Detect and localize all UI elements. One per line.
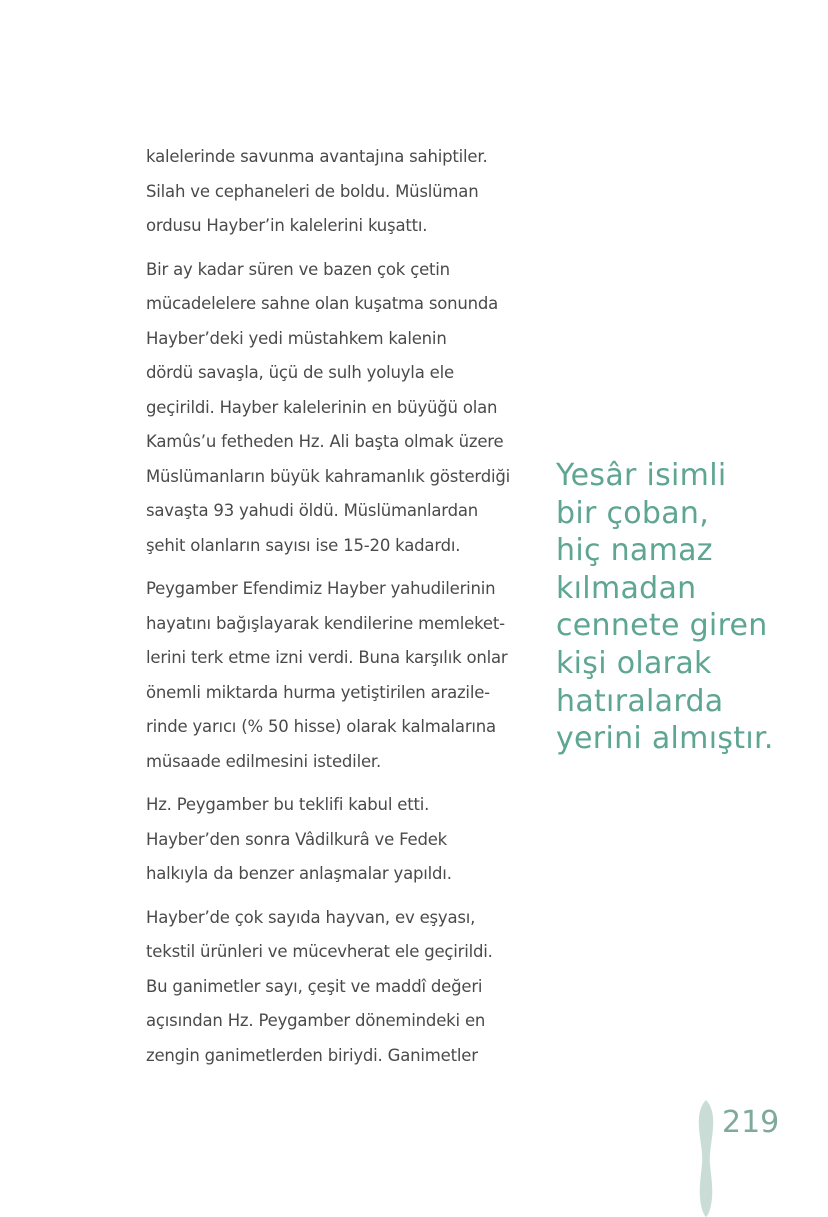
- text-line: Hayber’deki yedi müstahkem kalenin: [146, 328, 447, 348]
- text-line: Müslümanların büyük kahramanlık gösterdiği: [146, 466, 511, 486]
- text-line: Hayber’de çok sayıda hayvan, ev eşyası,: [146, 907, 476, 927]
- decorative-divider-icon: [692, 1100, 720, 1217]
- pull-quote-line: kişi olarak: [556, 645, 712, 681]
- text-line: önemli miktarda hurma yetiştirilen arazile-: [146, 682, 490, 702]
- text-line: lerini terk etme izni verdi. Buna karşılık onlar: [146, 648, 508, 667]
- pull-quote-line: cennete giren: [556, 608, 768, 644]
- text-line: şehit olanların sayısı ise 15-20 kadardı.: [146, 535, 461, 555]
- text-line: Bir ay kadar süren ve bazen çok çetin: [146, 259, 450, 279]
- pull-quote-line: Yesâr isimli: [556, 458, 727, 493]
- pull-quote-line: yerini almıştır.: [556, 721, 774, 757]
- text-line: müsaade edilmesini istediler.: [146, 751, 382, 771]
- pull-quote-line: hiç namaz: [556, 533, 713, 569]
- text-line: Kamûs’u fetheden Hz. Ali başta olmak üzere: [146, 432, 504, 451]
- paragraph: [146, 572, 546, 779]
- pull-quote-line: kılmadan: [556, 570, 697, 606]
- text-line: Hz. Peygamber bu teklifi kabul etti.: [146, 795, 430, 814]
- text-line: Peygamber Efendimiz Hayber yahudilerinin: [146, 579, 496, 598]
- text-line: zengin ganimetlerden biriydi. Ganimetler: [146, 1045, 478, 1065]
- paragraph: [146, 253, 546, 564]
- text-line: Silah ve cephaneleri de boldu. Müslüman: [146, 181, 479, 201]
- text-line: kalelerinde savunma avantajına sahiptiler.: [146, 147, 488, 166]
- main-text-column: [146, 140, 546, 1082]
- text-line: rinde yarıcı (% 50 hisse) olarak kalmalarına: [146, 717, 496, 736]
- decorative-divider-shape: [699, 1100, 713, 1217]
- paragraph: [146, 901, 546, 1074]
- text-line: Bu ganimetler sayı, çeşit ve maddî değeri: [146, 976, 483, 996]
- paragraph: [146, 788, 546, 892]
- pull-quote-line: hatıralarda: [556, 683, 724, 719]
- text-line: açısından Hz. Peygamber dönemindeki en: [146, 1011, 486, 1030]
- paragraph: [146, 140, 546, 244]
- pull-quote: [556, 457, 816, 758]
- page-number: 219: [722, 1105, 780, 1140]
- text-line: ordusu Hayber’in kalelerini kuşattı.: [146, 216, 428, 235]
- text-line: Hayber’den sonra Vâdilkurâ ve Fedek: [146, 829, 448, 849]
- text-line: mücadelelere sahne olan kuşatma sonunda: [146, 294, 499, 313]
- text-line: geçirildi. Hayber kalelerinin en büyüğü olan: [146, 397, 498, 417]
- text-line: halkıyla da benzer anlaşmalar yapıldı.: [146, 864, 452, 883]
- pull-quote-line: bir çoban,: [556, 495, 710, 531]
- text-line: hayatını bağışlayarak kendilerine memleket-: [146, 613, 505, 633]
- text-line: dördü savaşla, üçü de sulh yoluyla ele: [146, 363, 454, 382]
- text-line: savaşta 93 yahudi öldü. Müslümanlardan: [146, 501, 479, 520]
- text-line: tekstil ürünleri ve mücevherat ele geçirildi.: [146, 942, 493, 961]
